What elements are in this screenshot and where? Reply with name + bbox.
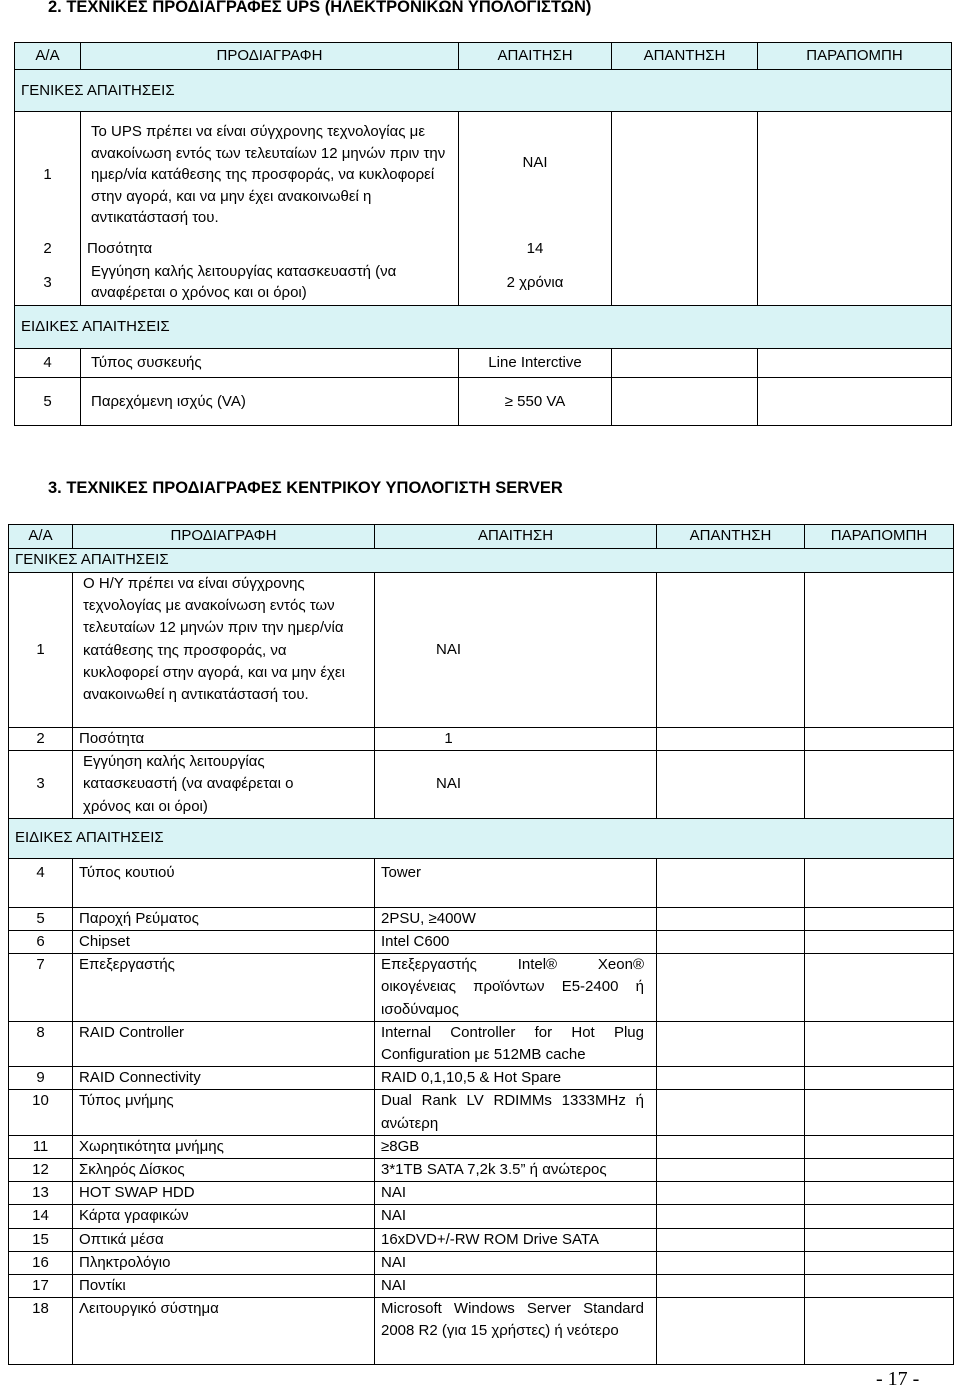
spec-cell: Πληκτρολόγιο (73, 1251, 375, 1274)
answer-cell[interactable] (612, 349, 758, 378)
requirement-cell: 3*1TB SATA 7,2k 3.5” ή ανώτερος (375, 1159, 657, 1182)
reference-cell[interactable] (758, 260, 952, 306)
requirement-cell: ≥8GB (375, 1135, 657, 1158)
table-header-row (9, 525, 954, 549)
table-row (9, 1228, 954, 1251)
spec-cell: HOT SWAP HDD (73, 1182, 375, 1205)
spec-cell: Ποσότητα (81, 238, 459, 260)
requirement-cell: Internal Controller for Hot Plug Configuration με 512MB cache (375, 1021, 657, 1066)
spec-cell: Οπτικά μέσα (73, 1228, 375, 1251)
section-row (15, 306, 952, 349)
requirement-cell: 16xDVD+/-RW ROM Drive SATA (375, 1228, 657, 1251)
answer-cell[interactable] (657, 751, 805, 819)
requirement-cell: Intel C600 (375, 931, 657, 954)
requirement-cell: ΝΑΙ (375, 1275, 657, 1298)
general-requirements-label: ΓΕΝΙΚΕΣ ΑΠΑΙΤΗΣΕΙΣ (9, 549, 954, 573)
answer-cell[interactable] (657, 1159, 805, 1182)
answer-cell[interactable] (657, 1021, 805, 1066)
answer-cell[interactable] (657, 954, 805, 1022)
reference-cell[interactable] (805, 1090, 954, 1135)
row-number: 15 (9, 1228, 73, 1251)
table-row (9, 573, 954, 728)
requirement-cell: ΝΑΙ (375, 1182, 657, 1205)
table-header-row (15, 43, 952, 70)
reference-cell[interactable] (805, 1228, 954, 1251)
requirement-cell: Επεξεργαστής Intel® Xeon® οικογένειας προϊόντων E5-2400 ή ισοδύναμος (375, 954, 657, 1022)
reference-cell[interactable] (805, 751, 954, 819)
header-cell: ΠΑΡΑΠΟΜΠΗ (805, 525, 954, 549)
row-number: 5 (9, 907, 73, 930)
table-row (9, 1205, 954, 1228)
header-cell: ΠΡΟΔΙΑΓΡΑΦΗ (81, 43, 459, 70)
reference-cell[interactable] (758, 238, 952, 260)
reference-cell[interactable] (805, 1135, 954, 1158)
row-number: 1 (15, 112, 81, 238)
spec-cell: RAID Connectivity (73, 1067, 375, 1090)
header-cell: ΑΠΑΝΤΗΣΗ (612, 43, 758, 70)
table-row (15, 260, 952, 306)
header-cell: Α/Α (15, 43, 81, 70)
requirement-cell: ΝΑΙ (459, 112, 612, 238)
row-number: 1 (9, 573, 73, 728)
row-number: 18 (9, 1298, 73, 1365)
answer-cell[interactable] (657, 1205, 805, 1228)
row-number: 7 (9, 954, 73, 1022)
reference-cell[interactable] (805, 1067, 954, 1090)
ups-section-title: 2. ΤΕΧΝΙΚΕΣ ΠΡΟΔΙΑΓΡΑΦΕΣ UPS (ΗΛΕΚΤΡΟΝΙΚΩΝ ΥΠΟΛΟΓΙΣΤΩΝ) (48, 0, 592, 16)
table-row (9, 1298, 954, 1365)
answer-cell[interactable] (657, 1228, 805, 1251)
spec-cell: Λειτουργικό σύστημα (73, 1298, 375, 1365)
spec-cell: Κάρτα γραφικών (73, 1205, 375, 1228)
table-row (9, 1159, 954, 1182)
reference-cell[interactable] (805, 1182, 954, 1205)
answer-cell[interactable] (657, 858, 805, 907)
row-number: 6 (9, 931, 73, 954)
row-number: 11 (9, 1135, 73, 1158)
reference-cell[interactable] (805, 1159, 954, 1182)
table-row (15, 378, 952, 426)
answer-cell[interactable] (657, 573, 805, 728)
table-row (9, 751, 954, 819)
reference-cell[interactable] (805, 858, 954, 907)
spec-cell: Chipset (73, 931, 375, 954)
server-spec-table (8, 524, 954, 1365)
row-number: 13 (9, 1182, 73, 1205)
reference-cell[interactable] (758, 112, 952, 238)
requirement-cell: 14 (459, 238, 612, 260)
requirement-cell: ΝΑΙ (375, 573, 657, 728)
header-cell: ΠΑΡΑΠΟΜΠΗ (758, 43, 952, 70)
reference-cell[interactable] (805, 573, 954, 728)
requirement-cell: ΝΑΙ (375, 1251, 657, 1274)
reference-cell[interactable] (758, 349, 952, 378)
spec-cell: Ο Η/Υ πρέπει να είναι σύγχρονης τεχνολογίας με ανακοίνωση εντός των τελευταίων 12 μηνών πριν την ημερ/νία κατάθεσης της προσφοράς, να κυκλοφορεί στην αγορά, και να μην έχει ανακοινωθεί η αντικατάστασή του. (73, 573, 375, 728)
answer-cell[interactable] (612, 112, 758, 238)
reference-cell[interactable] (805, 1251, 954, 1274)
table-row (9, 1067, 954, 1090)
answer-cell[interactable] (657, 728, 805, 751)
spec-cell: Τύπος συσκευής (81, 349, 459, 378)
row-number: 9 (9, 1067, 73, 1090)
answer-cell[interactable] (657, 1275, 805, 1298)
reference-cell[interactable] (805, 1205, 954, 1228)
requirement-cell: ΝΑΙ (375, 751, 657, 819)
answer-cell[interactable] (612, 378, 758, 426)
answer-cell[interactable] (612, 260, 758, 306)
requirement-cell: Line Interctive (459, 349, 612, 378)
special-requirements-label: ΕΙΔΙΚΕΣ ΑΠΑΙΤΗΣΕΙΣ (9, 818, 954, 858)
reference-cell[interactable] (805, 931, 954, 954)
spec-cell: Εγγύηση καλής λειτουργίας κατασκευαστή (να αναφέρεται ο χρόνος και οι όροι) (81, 260, 459, 306)
server-section-title: 3. ΤΕΧΝΙΚΕΣ ΠΡΟΔΙΑΓΡΑΦΕΣ ΚΕΝΤΡΙΚΟΥ ΥΠΟΛΟΓΙΣΤΗ SERVER (48, 479, 563, 497)
table-row (9, 907, 954, 930)
row-number: 8 (9, 1021, 73, 1066)
row-number: 17 (9, 1275, 73, 1298)
table-row (9, 1135, 954, 1158)
spec-cell: Παροχή Ρεύματος (73, 907, 375, 930)
table-row (9, 1275, 954, 1298)
reference-cell[interactable] (805, 907, 954, 930)
row-number: 10 (9, 1090, 73, 1135)
row-number: 3 (9, 751, 73, 819)
row-number: 2 (9, 728, 73, 751)
requirement-cell: ≥ 550 VA (459, 378, 612, 426)
reference-cell[interactable] (805, 1298, 954, 1365)
table-row (15, 238, 952, 260)
ups-spec-table (14, 42, 952, 426)
spec-cell: Επεξεργαστής (73, 954, 375, 1022)
row-number: 4 (15, 349, 81, 378)
row-number: 3 (15, 260, 81, 306)
row-number: 4 (9, 858, 73, 907)
spec-cell: Το UPS πρέπει να είναι σύγχρονης τεχνολογίας με ανακοίνωση εντός των τελευταίων 12 μηνών πριν την ημερ/νία κατάθεσης της προσφοράς, να κυκλοφορεί στην αγορά, και να μην έχει ανακοινωθεί η αντικατάστασή του. (81, 112, 459, 238)
requirement-cell: 2 χρόνια (459, 260, 612, 306)
reference-cell[interactable] (805, 1021, 954, 1066)
special-requirements-label: ΕΙΔΙΚΕΣ ΑΠΑΙΤΗΣΕΙΣ (15, 306, 952, 349)
spec-cell: Παρεχόμενη ισχύς (VA) (81, 378, 459, 426)
table-row (9, 1182, 954, 1205)
answer-cell[interactable] (657, 1090, 805, 1135)
header-cell: Α/Α (9, 525, 73, 549)
answer-cell[interactable] (657, 1251, 805, 1274)
requirement-cell: RAID 0,1,10,5 & Hot Spare (375, 1067, 657, 1090)
header-cell: ΑΠΑΙΤΗΣΗ (459, 43, 612, 70)
spec-cell: Ποσότητα (73, 728, 375, 751)
row-number: 14 (9, 1205, 73, 1228)
header-cell: ΑΠΑΙΤΗΣΗ (375, 525, 657, 549)
page-number: - 17 - (876, 1368, 920, 1390)
spec-cell: Τύπος μνήμης (73, 1090, 375, 1135)
table-row (9, 1021, 954, 1066)
row-number: 5 (15, 378, 81, 426)
section-row (9, 549, 954, 573)
requirement-cell: 1 (375, 728, 657, 751)
reference-cell[interactable] (805, 954, 954, 1022)
table-row (15, 112, 952, 238)
answer-cell[interactable] (657, 907, 805, 930)
reference-cell[interactable] (805, 1275, 954, 1298)
row-number: 12 (9, 1159, 73, 1182)
table-row (9, 954, 954, 1022)
table-row (9, 1090, 954, 1135)
answer-cell[interactable] (657, 931, 805, 954)
requirement-cell: ΝΑΙ (375, 1205, 657, 1228)
spec-cell: Τύπος κουτιού (73, 858, 375, 907)
answer-cell[interactable] (657, 1135, 805, 1158)
spec-cell: Εγγύηση καλής λειτουργίας κατασκευαστή (να αναφέρεται ο χρόνος και οι όροι) (73, 751, 375, 819)
requirement-cell: 2PSU, ≥400W (375, 907, 657, 930)
section-row (9, 818, 954, 858)
requirement-cell: Microsoft Windows Server Standard 2008 R2 (για 15 χρήστες) ή νεότερο (375, 1298, 657, 1365)
requirement-cell: Dual Rank LV RDIMMs 1333MHz ή ανώτερη (375, 1090, 657, 1135)
header-cell: ΑΠΑΝΤΗΣΗ (657, 525, 805, 549)
spec-cell: Χωρητικότητα μνήμης (73, 1135, 375, 1158)
table-row (9, 858, 954, 907)
answer-cell[interactable] (612, 238, 758, 260)
table-row (9, 1251, 954, 1274)
table-row (15, 349, 952, 378)
spec-cell: RAID Controller (73, 1021, 375, 1066)
section-row (15, 70, 952, 112)
header-cell: ΠΡΟΔΙΑΓΡΑΦΗ (73, 525, 375, 549)
row-number: 16 (9, 1251, 73, 1274)
reference-cell[interactable] (805, 728, 954, 751)
requirement-cell: Tower (375, 858, 657, 907)
table-row (9, 728, 954, 751)
row-number: 2 (15, 238, 81, 260)
reference-cell[interactable] (758, 378, 952, 426)
answer-cell[interactable] (657, 1067, 805, 1090)
general-requirements-label: ΓΕΝΙΚΕΣ ΑΠΑΙΤΗΣΕΙΣ (15, 70, 952, 112)
spec-cell: Σκληρός Δίσκος (73, 1159, 375, 1182)
table-row (9, 931, 954, 954)
spec-cell: Ποντίκι (73, 1275, 375, 1298)
answer-cell[interactable] (657, 1298, 805, 1365)
answer-cell[interactable] (657, 1182, 805, 1205)
